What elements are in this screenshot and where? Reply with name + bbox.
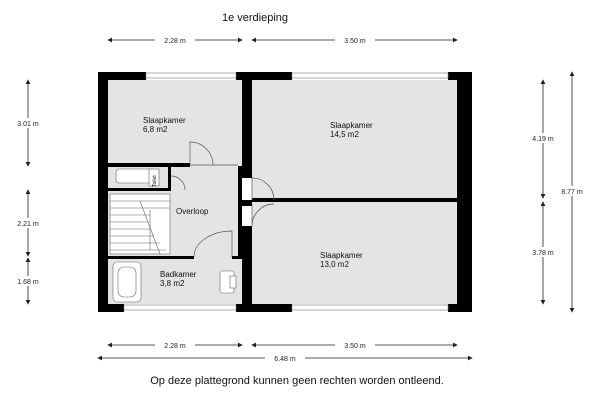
wall-right-divider bbox=[252, 198, 457, 202]
dim-total-width: 6.48 m bbox=[274, 356, 296, 363]
window-top-right bbox=[292, 73, 448, 78]
toilet-label: Toilet bbox=[152, 175, 158, 187]
window-top-left bbox=[146, 73, 236, 78]
wall-right bbox=[457, 72, 472, 312]
wall-overloop-right bbox=[238, 166, 242, 258]
wall-toilet-right bbox=[168, 166, 171, 190]
bath-fixture bbox=[113, 262, 141, 302]
room-name-overloop: Overloop bbox=[176, 207, 209, 216]
wall-left bbox=[98, 72, 108, 312]
dim-top-right: 3.50 m bbox=[344, 38, 366, 45]
room-name-slaapkamer-3: Slaapkamer bbox=[320, 251, 363, 260]
wall-center-upper bbox=[242, 72, 252, 178]
window-bottom-right bbox=[292, 305, 448, 310]
room-area-slaapkamer-3: 13,0 m2 bbox=[320, 260, 349, 269]
room-name-slaapkamer-1: Slaapkamer bbox=[143, 116, 186, 125]
floor-slaapkamer-2 bbox=[252, 80, 457, 200]
plan-title: 1e verdieping bbox=[221, 12, 289, 24]
room-area-slaapkamer-2: 14,5 m2 bbox=[330, 130, 359, 139]
dim-right-total: 8.77 m bbox=[561, 189, 583, 196]
dim-bottom-left: 2.28 m bbox=[164, 343, 186, 350]
room-name-badkamer: Badkamer bbox=[160, 270, 197, 279]
wall-left-bedroom-bottom bbox=[108, 163, 190, 167]
room-area-badkamer: 3,8 m2 bbox=[160, 279, 185, 288]
room-area-slaapkamer-1: 6,8 m2 bbox=[143, 125, 168, 134]
washbasin-fixture bbox=[220, 271, 236, 293]
wall-center-lower bbox=[242, 226, 252, 312]
staircase bbox=[110, 194, 170, 254]
dim-left-top: 3.01 m bbox=[17, 121, 39, 128]
dim-left-bottom: 1.68 m bbox=[17, 279, 39, 286]
wall-badkamer-top-left bbox=[108, 256, 194, 259]
disclaimer: Op deze plattegrond kunnen geen rechten worden ontleend. bbox=[150, 375, 444, 387]
dim-bottom-right: 3.50 m bbox=[344, 343, 366, 350]
dim-right-top: 4.19 m bbox=[532, 136, 554, 143]
dim-top-left: 2.28 m bbox=[164, 38, 186, 45]
wall-center-mid bbox=[242, 200, 252, 206]
dim-right-bottom: 3.78 m bbox=[532, 250, 554, 257]
dim-left-middle: 2.21 m bbox=[17, 221, 39, 228]
room-name-slaapkamer-2: Slaapkamer bbox=[330, 121, 373, 130]
wall-toilet-bottom bbox=[108, 188, 171, 191]
window-bottom-left bbox=[124, 305, 236, 310]
